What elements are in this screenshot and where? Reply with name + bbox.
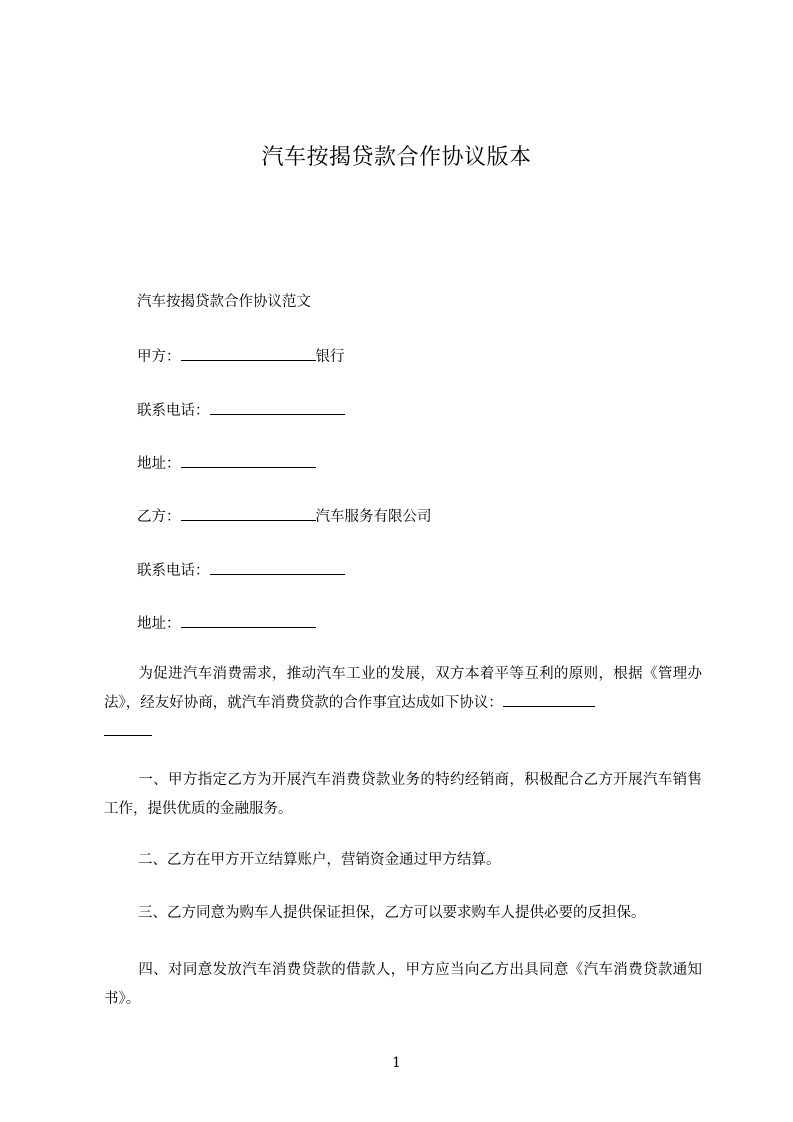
party-a-address-label: 地址： (137, 456, 181, 472)
party-a-phone-label: 联系电话： (137, 403, 210, 419)
party-b-line (137, 505, 432, 526)
party-a-address-line (137, 452, 316, 473)
party-b-label: 乙方： (137, 509, 181, 525)
clause-2-text: 二、乙方在甲方开立结算账户，营销资金通过甲方结算。 (138, 852, 501, 868)
party-b-address-blank (181, 613, 316, 628)
clause-3 (104, 899, 702, 928)
party-a-phone-blank (210, 400, 345, 415)
intro-blank-1 (503, 692, 595, 707)
intro-paragraph (104, 660, 702, 747)
party-b-address-line (137, 612, 316, 633)
intro-blank-2 (104, 721, 152, 736)
party-a-label: 甲方： (137, 349, 181, 365)
clause-3-text: 三、乙方同意为购车人提供保证担保，乙方可以要求购车人提供必要的反担保。 (138, 905, 646, 921)
party-b-phone-label: 联系电话： (137, 563, 210, 579)
clause-2 (104, 846, 702, 875)
document-title: 汽车按揭贷款合作协议版本 (261, 145, 532, 170)
party-b-phone-line (137, 559, 345, 580)
party-a-blank (181, 346, 316, 361)
clause-1-text: 一、甲方指定乙方为开展汽车消费贷款业务的特约经销商，积极配合乙方开展汽车销售工作，提供优质的金融服务。 (104, 772, 702, 817)
party-a-phone-line (137, 399, 345, 420)
party-a-address-blank (181, 453, 316, 468)
party-b-phone-blank (210, 560, 345, 575)
intro-text: 为促进汽车消费需求，推动汽车工业的发展，双方本着平等互利的原则，根据《管理办法》，经友好协商，就汽车消费贷款的合作事宜达成如下协议： (104, 666, 702, 711)
party-b-suffix: 汽车服务有限公司 (315, 509, 432, 525)
party-a-suffix: 银行 (315, 349, 345, 365)
clause-4-text: 四、对同意发放汽车消费贷款的借款人，甲方应当向乙方出具同意《汽车消费贷款通知书》。 (104, 962, 702, 1007)
document-subtitle: 汽车按揭贷款合作协议范文 (137, 294, 311, 310)
page-number: 1 (392, 1055, 401, 1071)
party-b-address-label: 地址： (137, 616, 181, 632)
clause-4 (104, 956, 702, 1014)
clause-1 (104, 766, 702, 824)
party-a-line (137, 345, 345, 366)
party-b-blank (181, 506, 316, 521)
